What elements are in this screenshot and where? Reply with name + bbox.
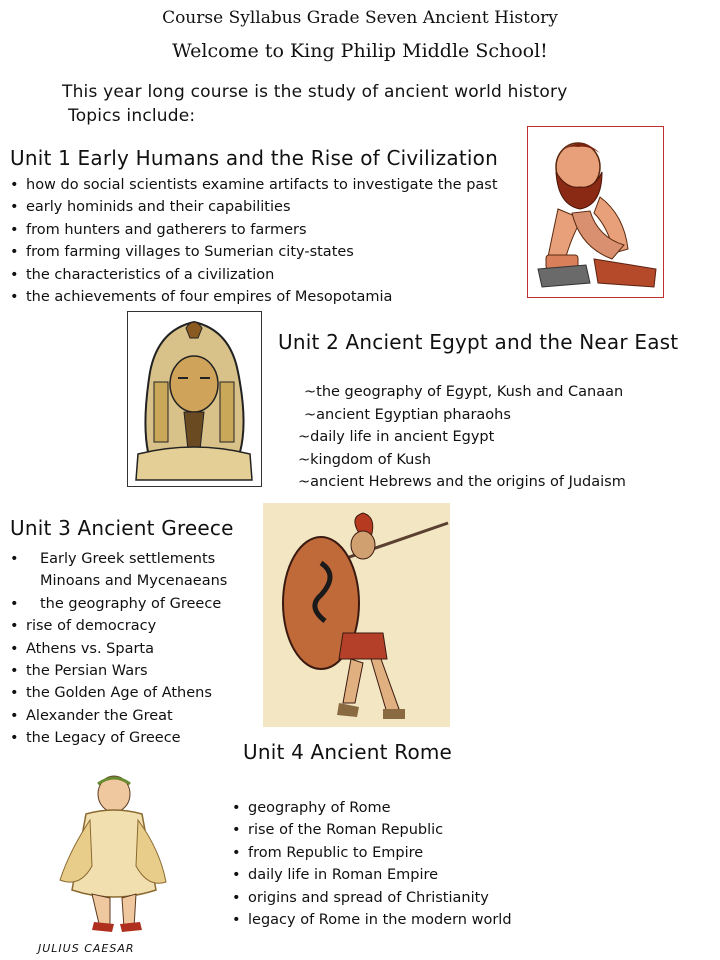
julius-caesar-image bbox=[30, 770, 200, 958]
unit4-heading: Unit 4 Ancient Rome bbox=[243, 740, 453, 764]
list-item: • rise of democracy bbox=[10, 618, 157, 635]
caveman-illustration bbox=[528, 127, 663, 297]
unit1-heading: Unit 1 Early Humans and the Rise of Civilization bbox=[10, 146, 498, 170]
greek-warrior-image bbox=[263, 503, 450, 727]
unit1-topic-list bbox=[10, 174, 498, 308]
unit2-topic-list bbox=[298, 381, 626, 494]
list-item: ~ancient Hebrews and the origins of Judaism bbox=[298, 474, 626, 491]
caesar-caption: JULIUS CAESAR bbox=[38, 942, 135, 955]
list-item: • early hominids and their capabilities bbox=[10, 199, 291, 216]
julius-caesar-illustration bbox=[30, 770, 200, 938]
syllabus-title: Course Syllabus Grade Seven Ancient History bbox=[162, 8, 558, 28]
list-item: • legacy of Rome in the modern world bbox=[232, 912, 512, 929]
list-item: • rise of the Roman Republic bbox=[232, 822, 444, 839]
list-item: ~kingdom of Kush bbox=[298, 451, 432, 468]
list-item: ~the geography of Egypt, Kush and Canaan bbox=[304, 384, 624, 400]
list-item: • from hunters and gatherers to farmers bbox=[10, 221, 307, 238]
list-item: • geography of Rome bbox=[232, 800, 391, 816]
list-item: • the characteristics of a civilization bbox=[10, 266, 275, 283]
list-item: • the achievements of four empires of Mesopotamia bbox=[10, 289, 393, 306]
list-item: • daily life in Roman Empire bbox=[232, 867, 439, 884]
list-item: • Athens vs. Sparta bbox=[10, 640, 154, 657]
list-item: • Alexander the Great bbox=[10, 707, 173, 724]
welcome-heading: Welcome to King Philip Middle School! bbox=[172, 40, 548, 62]
list-item: • the Golden Age of Athens bbox=[10, 685, 212, 702]
unit3-heading: Unit 3 Ancient Greece bbox=[10, 516, 234, 540]
list-item: • from farming villages to Sumerian city-states bbox=[10, 244, 354, 261]
caveman-image bbox=[527, 126, 664, 298]
unit2-heading: Unit 2 Ancient Egypt and the Near East bbox=[278, 330, 679, 354]
list-item: Minoans and Mycenaeans bbox=[40, 573, 228, 590]
list-item: • Early Greek settlements bbox=[10, 551, 216, 567]
intro-text: This year long course is the study of ancient world history bbox=[62, 82, 568, 102]
pharaoh-image bbox=[127, 311, 262, 487]
greek-warrior-illustration bbox=[263, 503, 450, 727]
unit3-topic-list bbox=[10, 548, 227, 750]
list-item: • the Persian Wars bbox=[10, 663, 148, 680]
unit4-topic-list bbox=[232, 797, 512, 931]
list-item: ~daily life in ancient Egypt bbox=[298, 429, 495, 446]
topics-label: Topics include: bbox=[68, 106, 196, 126]
list-item: • the Legacy of Greece bbox=[10, 730, 181, 747]
list-item: • the geography of Greece bbox=[10, 595, 222, 612]
list-item: ~ancient Egyptian pharaohs bbox=[304, 406, 511, 423]
list-item: • how do social scientists examine artifacts to investigate the past bbox=[10, 177, 498, 193]
pharaoh-illustration bbox=[128, 312, 261, 486]
list-item: • origins and spread of Christianity bbox=[232, 889, 489, 906]
list-item: • from Republic to Empire bbox=[232, 844, 424, 861]
